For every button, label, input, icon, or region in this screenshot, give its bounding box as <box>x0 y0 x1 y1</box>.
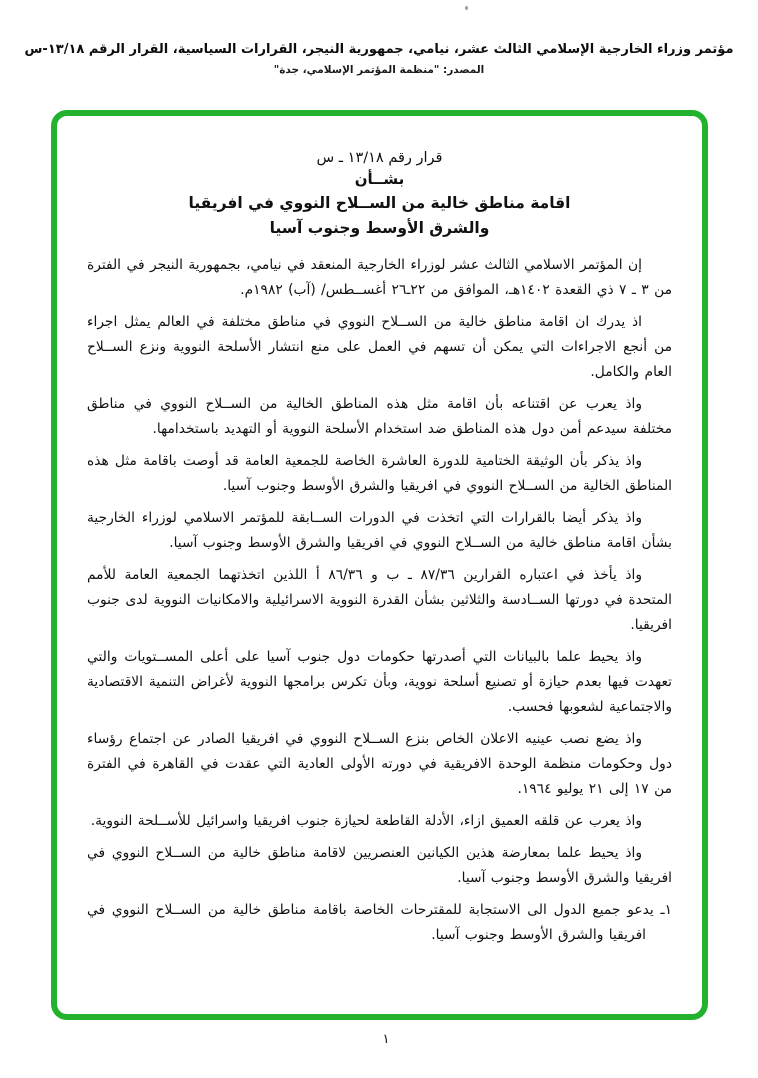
clause-text: يدعو جميع الدول الى الاستجابة للمقترحات الخاصة باقامة مناطق خالية من الســلاح النووي في افريقيا والشرق الأوسط وجنوب آسيا. <box>87 902 654 943</box>
scan-artifact-dot <box>465 6 468 10</box>
resolution-paragraphs <box>87 253 672 948</box>
resolution-number: قرار رقم ١٣/١٨ ـ س <box>316 150 443 166</box>
resolution-title-line1: اقامة مناطق خالية من الســلاح النووي في افريقيا <box>188 194 571 212</box>
paragraph: واذ يعرب عن قلقه العميق ازاء، الأدلة القاطعة لحيازة جنوب افريقيا واسرائيل للأســلحة النووية. <box>90 813 642 829</box>
resolution-frame <box>51 110 708 1020</box>
resolution-body <box>57 116 702 948</box>
document-header <box>0 42 758 76</box>
paragraph: واذ يحيط علما بمعارضة هذين الكيانين العنصريين لاقامة مناطق خالية من الســلاح النووي في افريقيا والشرق الأوسط وجنوب آسيا. <box>87 845 672 886</box>
resolution-title-block <box>87 150 672 241</box>
paragraph: واذ يذكر بأن الوثيقة الختامية للدورة العاشرة الخاصة للجمعية العامة قد أوصت باقامة مثل هذه المناطق الخالية من الســلاح النووي في افريقيا والشرق الأوسط وجنوب آسيا. <box>87 453 672 494</box>
paragraph: واذ يعرب عن اقتناعه بأن اقامة مثل هذه المناطق الخالية من الســلاح النووي في مناطق مختلفة سيدعم أمن دول هذه المناطق ضد استخدام الأسلحة النووية أو التهديد باستخدامها. <box>87 396 672 437</box>
clause-number: ١ـ <box>653 902 672 918</box>
source-line: المصدر: "منظمة المؤتمر الإسلامي، جدة" <box>273 64 485 76</box>
resolution-title-line2: والشرق الأوسط وجنوب آسيا <box>269 219 490 237</box>
paragraph: واذ يذكر أيضا بالقرارات التي اتخذت في الدورات الســابقة للمؤتمر الاسلامي لوزراء الخارجية بشأن اقامة مناطق خالية من الســلاح النووي في افريقيا والشرق الأوسط وجنوب آسيا. <box>87 510 672 551</box>
header-title: مؤتمر وزراء الخارجية الإسلامي الثالث عشر، نيامي، جمهورية النيجر، القرارات السياسية، القرار الرقم ١٣/١٨-س <box>24 42 734 57</box>
paragraph: واذ يضع نصب عينيه الاعلان الخاص بنزع الســلاح النووي في افريقيا الصادر عن اجتماع رؤساء دول وحكومات منظمة الوحدة الافريقية في دورته الأولى العادية التي عقدت في القاهرة في الفترة من ١٧ إلى ٢١ يوليو ١٩٦٤. <box>87 731 672 797</box>
paragraph: واذ يأخذ في اعتباره القرارين ٨٧/٣٦ ـ ب و ٨٦/٣٦ أ اللذين اتخذتهما الجمعية العامة للأمم المتحدة في دورتها الســادسة والثلاثين بشأن القدرة النووية الاسرائيلية والامكانيات النووية لدى جنوب افريقيا. <box>87 567 672 633</box>
regarding-label: بشــأن <box>354 170 405 188</box>
page-number: ١ <box>382 1032 390 1047</box>
paragraph-preamble: إن المؤتمر الاسلامي الثالث عشر لوزراء الخارجية المنعقد في نيامي، بجمهورية النيجر في الفترة من ٣ ـ ٧ ذي القعدة ١٤٠٢هـ، الموافق من ٢٢ـ٢٦ أغســطس/ (آب) ١٩٨٢م. <box>87 257 672 298</box>
paragraph: اذ يدرك ان اقامة مناطق خالية من الســلاح النووي في مناطق مختلفة في العالم يمثل اجراء من أنجع الاجراءات التي يمكن أن تسهم في العمل على منع انتشار الأسلحة النووية ونزع الســلاح العام والكامل. <box>87 314 672 380</box>
operative-clause-1 <box>87 898 672 948</box>
paragraph: واذ يحيط علما بالبيانات التي أصدرتها حكومات دول جنوب آسيا على أعلى المســتويات والتي تعهدت فيها بعدم حيازة أو تصنيع أسلحة نووية، وبأن تكرس برامجها النووية لأغراض التنمية الاقتصادية والاجتماعية لشعوبها فحسب. <box>87 649 672 715</box>
